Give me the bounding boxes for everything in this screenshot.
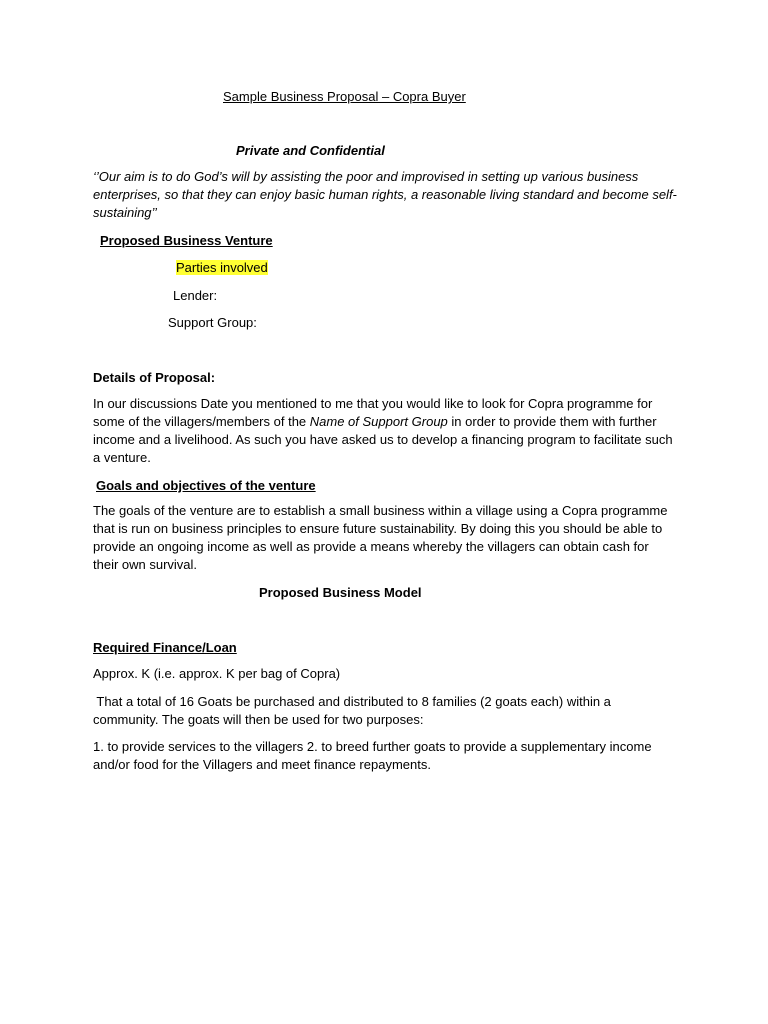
confidential-label: Private and Confidential [236, 143, 385, 158]
details-line: some of the villagers/members of the Name of Support Group in order to provide them with further [93, 414, 657, 429]
goals-line: provide an ongoing income as well as provide a means whereby the villagers can obtain cash for [93, 539, 649, 554]
details-paragraph [93, 395, 681, 467]
goals-line: that is run on business principles to ensure future sustainability. By doing this you should be able to [93, 521, 663, 536]
finance-heading: Required Finance/Loan [93, 640, 237, 655]
purposes-line: 1. to provide services to the villagers 2. to breed further goats to provide a supplementary income [93, 739, 652, 754]
purposes-line: and/or food for the Villagers and meet finance repayments. [93, 757, 431, 772]
proposed-venture-heading: Proposed Business Venture [100, 233, 273, 248]
mission-quote [93, 168, 681, 222]
parties-involved-highlight: Parties involved [176, 260, 268, 275]
goals-paragraph [93, 502, 681, 574]
details-heading: Details of Proposal: [93, 370, 216, 385]
parties-involved-label [176, 259, 268, 277]
quote-line: ‘’Our aim is to do God’s will by assisting the poor and improvised in setting up various business [93, 169, 639, 184]
business-model-heading: Proposed Business Model [259, 585, 422, 600]
goats-line: That a total of 16 Goats be purchased and distributed to 8 families (2 goats each) within a [93, 694, 611, 709]
goats-paragraph [93, 693, 681, 729]
details-line: income and a livelihood. As such you have asked us to develop a financing program to facilitate such [93, 432, 673, 447]
approx-line: Approx. K (i.e. approx. K per bag of Copra) [93, 666, 341, 681]
goals-heading: Goals and objectives of the venture [96, 478, 316, 493]
details-line: In our discussions Date you mentioned to me that you would like to look for Copra programme for [93, 396, 653, 411]
goals-line: their own survival. [93, 557, 198, 572]
goals-line: The goals of the venture are to establish a small business within a village using a Copra programme [93, 503, 668, 518]
quote-line: enterprises, so that they can enjoy basic human rights, a reasonable living standard and become self- [93, 187, 677, 202]
quote-line: sustaining’’ [93, 205, 157, 220]
details-line: a venture. [93, 450, 151, 465]
lender-label: Lender: [173, 288, 218, 303]
goats-line: community. The goats will then be used for two purposes: [93, 712, 424, 727]
support-group-name-placeholder: Name of Support Group [309, 414, 448, 429]
purposes-paragraph [93, 738, 681, 774]
support-group-label: Support Group: [168, 315, 257, 330]
document-title: Sample Business Proposal – Copra Buyer [223, 89, 466, 104]
